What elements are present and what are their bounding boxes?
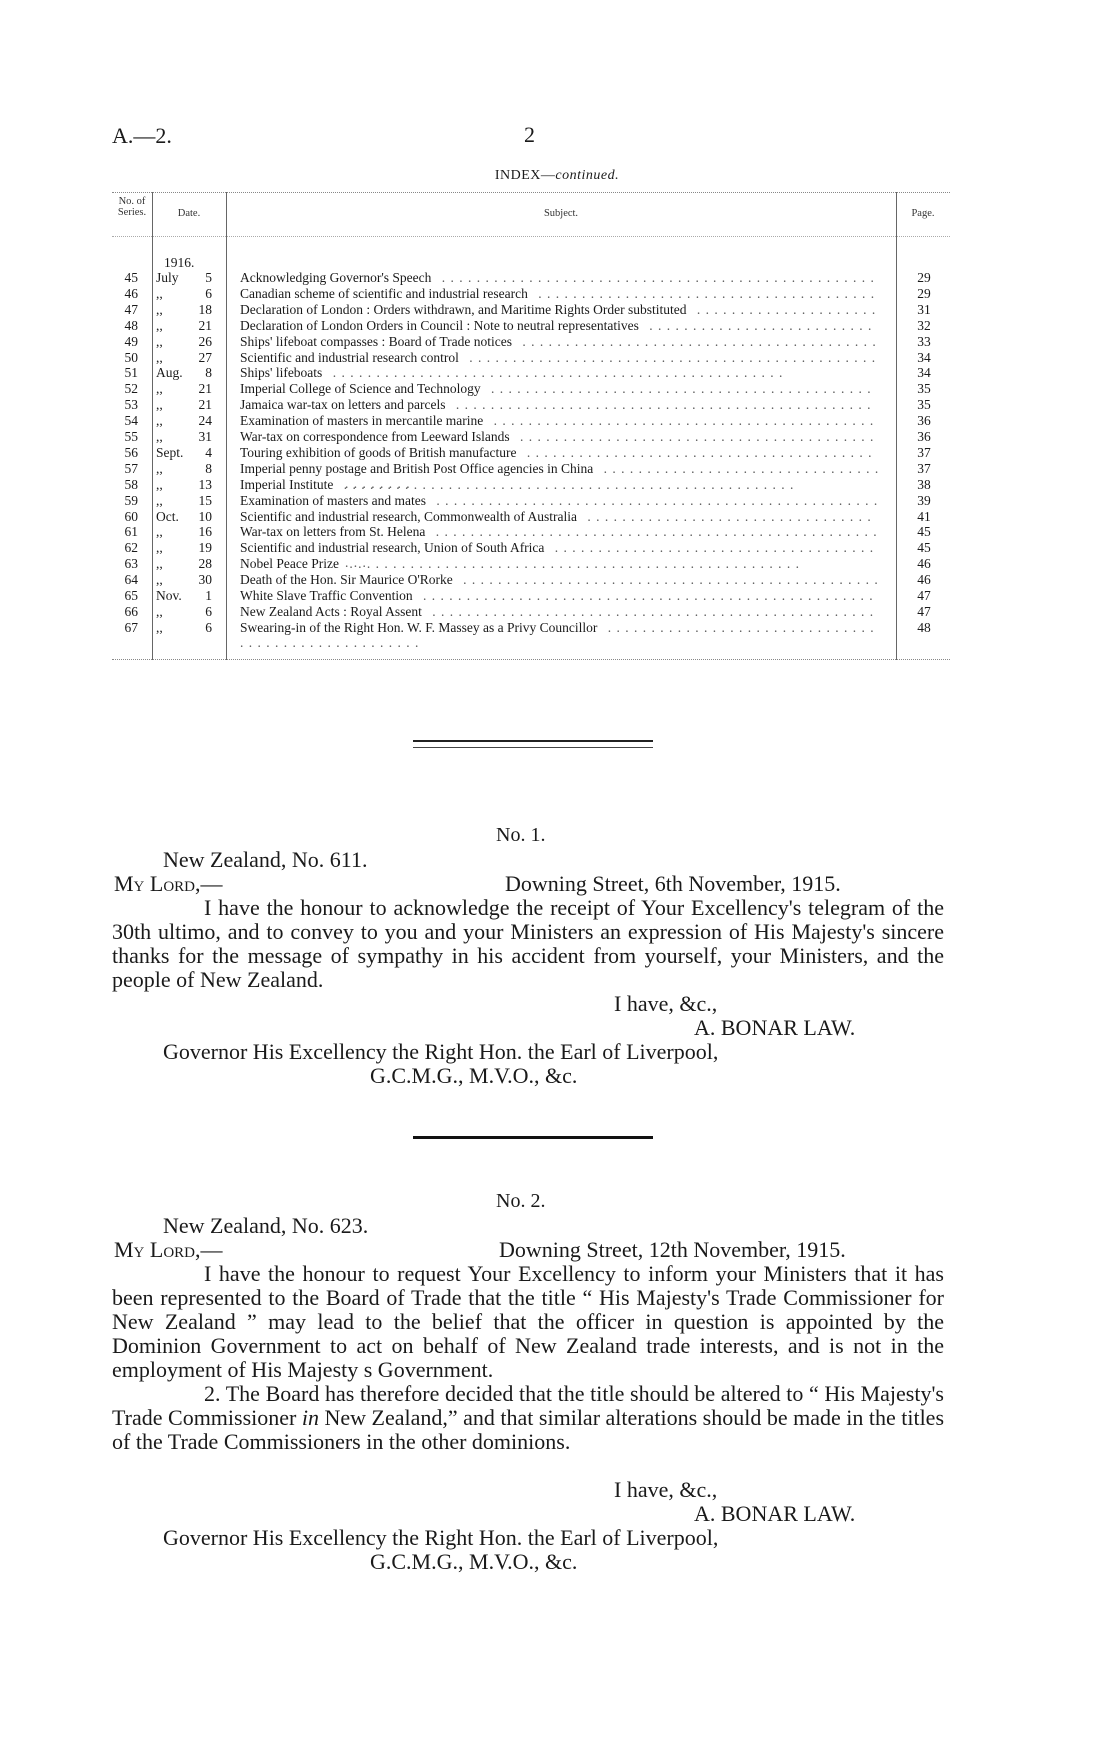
date-month: ,,	[156, 413, 163, 429]
subject-text: Acknowledging Governor's Speech	[240, 270, 437, 285]
date-day: 30	[198, 572, 212, 588]
letter-reference: New Zealand, No. 623.	[163, 1213, 369, 1238]
subject-text: Imperial penny postage and British Post Office agencies in China	[240, 461, 599, 476]
date-month: ,,	[156, 460, 163, 476]
series-number: 57	[124, 460, 138, 476]
date-day: 15	[198, 492, 212, 508]
date-month: Nov.	[156, 588, 182, 603]
page-ref: 38	[917, 476, 931, 492]
table-row	[112, 429, 950, 444]
series-number: 66	[124, 603, 138, 619]
date-month: ,,	[156, 301, 163, 317]
page-ref: 31	[917, 301, 931, 317]
series-number: 65	[124, 588, 138, 603]
series-number: 53	[124, 397, 138, 413]
letter-number: No. 1.	[496, 824, 546, 846]
date-day: 6	[205, 285, 212, 301]
date-day: 28	[198, 556, 212, 572]
section-divider	[413, 1136, 653, 1139]
date-month: ,,	[156, 603, 163, 619]
series-number: 49	[124, 333, 138, 349]
para2-part-a: 2. The Board has therefore decided that the title should be altered to “ His Majesty's Trade Commissioner	[112, 1381, 944, 1430]
date-day: 21	[198, 317, 212, 333]
index-year: 1916.	[164, 255, 195, 270]
date-month: ,,	[156, 619, 163, 635]
subject	[240, 556, 880, 571]
date-day: 1	[205, 588, 212, 603]
page-ref: 29	[917, 285, 931, 301]
date-day: 13	[198, 476, 212, 492]
subject-text: Scientific and industrial research control	[240, 350, 465, 365]
subject-text: Scientific and industrial research, Commonwealth of Australia	[240, 509, 583, 524]
subject-text: New Zealand Acts : Royal Assent	[240, 604, 428, 619]
page-ref: 29	[917, 270, 931, 285]
date-month: ,,	[156, 556, 163, 572]
date-day: 16	[198, 524, 212, 540]
section-divider	[413, 740, 653, 748]
series-number: 56	[124, 444, 138, 460]
letter-number: No. 2.	[496, 1190, 546, 1212]
date-day: 26	[198, 333, 212, 349]
page-ref: 47	[917, 603, 931, 619]
signature: A. BONAR LAW.	[694, 1015, 856, 1040]
closing: I have, &c.,	[614, 1477, 718, 1502]
table-row	[112, 572, 950, 587]
body-paragraph-2	[112, 1382, 944, 1454]
subject-text: Examination of masters in mercantile marine	[240, 413, 489, 428]
page-ref: 45	[917, 540, 931, 556]
date-month: Sept.	[156, 444, 184, 460]
subject-text: White Slave Traffic Convention	[240, 588, 419, 603]
table-row	[112, 286, 950, 301]
series-number: 55	[124, 429, 138, 444]
subject	[240, 620, 880, 650]
date-day: 24	[198, 413, 212, 429]
series-number: 45	[124, 270, 138, 285]
page-ref: 41	[917, 508, 931, 524]
date-month: ,,	[156, 349, 163, 365]
date-month: ,,	[156, 285, 163, 301]
table-row	[112, 588, 950, 603]
subject-text: Imperial Institute	[240, 477, 339, 492]
closing: I have, &c.,	[614, 991, 718, 1016]
addressee-line-1: Governor His Excellency the Right Hon. the Earl of Liverpool,	[163, 1039, 719, 1064]
series-number: 58	[124, 476, 138, 492]
date-month: ,,	[156, 524, 163, 540]
table-top-rule	[112, 192, 950, 193]
page-ref: 48	[917, 619, 931, 635]
letter-body	[112, 1262, 944, 1454]
page-ref: 36	[917, 413, 931, 429]
date-month: Oct.	[156, 508, 179, 524]
table-row	[112, 477, 950, 492]
date-day: 8	[205, 365, 212, 381]
date-month: July	[156, 270, 179, 285]
date-month: ,,	[156, 333, 163, 349]
col-header-subject: Subject.	[543, 208, 579, 219]
page-ref: 46	[917, 572, 931, 588]
addressee-line-1: Governor His Excellency the Right Hon. the Earl of Liverpool,	[163, 1525, 719, 1550]
date-day: 27	[198, 349, 212, 365]
addressee-line-2: G.C.M.G., M.V.O., &c.	[370, 1063, 578, 1088]
table-row	[112, 461, 950, 476]
salutation: My Lord,—	[114, 1237, 223, 1262]
subject-text: Touring exhibition of goods of British manufacture	[240, 445, 523, 460]
page-ref: 46	[917, 556, 931, 572]
date-month: ,,	[156, 540, 163, 556]
subject	[240, 588, 880, 603]
series-number: 64	[124, 572, 138, 588]
date-month: ,,	[156, 476, 163, 492]
date-day: 5	[205, 270, 212, 285]
index-title-main: INDEX—	[494, 168, 556, 183]
date-month: ,,	[156, 317, 163, 333]
date-day: 8	[205, 460, 212, 476]
subject-text: War-tax on correspondence from Leeward Islands	[240, 429, 516, 444]
date-month: ,,	[156, 492, 163, 508]
page-ref: 37	[917, 460, 931, 476]
series-number: 51	[124, 365, 138, 381]
table-row	[112, 620, 950, 635]
series-number: 46	[124, 285, 138, 301]
series-number: 48	[124, 317, 138, 333]
table-row	[112, 365, 950, 380]
subject-text: Declaration of London Orders in Council : Note to neutral representatives	[240, 318, 645, 333]
date-day: 21	[198, 397, 212, 413]
series-number: 62	[124, 540, 138, 556]
date-day: 21	[198, 381, 212, 397]
subject-text: Declaration of London : Orders withdrawn, and Maritime Rights Order substituted	[240, 302, 693, 317]
series-number: 50	[124, 349, 138, 365]
series-number: 67	[124, 619, 138, 635]
letter-reference: New Zealand, No. 611.	[163, 847, 368, 872]
subject-text: War-tax on letters from St. Helena	[240, 524, 431, 539]
table-row	[112, 556, 950, 571]
date-day: 6	[205, 619, 212, 635]
subject	[240, 365, 880, 380]
date-month: ,,	[156, 381, 163, 397]
page-ref: 39	[917, 492, 931, 508]
subject-text: Scientific and industrial research, Union of South Africa	[240, 540, 550, 555]
date-month: Aug.	[156, 365, 183, 381]
subject-text: Death of the Hon. Sir Maurice O'Rorke	[240, 572, 459, 587]
table-row	[112, 350, 950, 365]
table-row	[112, 493, 950, 508]
col-header-number: No. of Series.	[117, 196, 147, 218]
series-number: 54	[124, 413, 138, 429]
index-table	[112, 192, 950, 660]
page-ref: 34	[917, 365, 931, 381]
date-day: 4	[205, 444, 212, 460]
date-day: 19	[198, 540, 212, 556]
page-ref: 33	[917, 333, 931, 349]
date-month: ,,	[156, 429, 163, 444]
subject-text: Jamaica war-tax on letters and parcels	[240, 397, 452, 412]
table-row	[112, 334, 950, 349]
letter-body	[112, 896, 944, 992]
document-reference: A.—2.	[112, 123, 172, 148]
subject-text: Examination of masters and mates	[240, 493, 432, 508]
col-header-page: Page.	[911, 208, 935, 219]
table-row	[112, 381, 950, 396]
page-ref: 32	[917, 317, 931, 333]
table-header-rule	[112, 236, 950, 237]
table-row	[112, 270, 950, 285]
table-row	[112, 509, 950, 524]
page-ref: 35	[917, 381, 931, 397]
subject-text: Imperial College of Science and Technology	[240, 381, 487, 396]
place-date: Downing Street, 6th November, 1915.	[505, 871, 841, 896]
page-ref: 34	[917, 349, 931, 365]
para2-part-b: New Zealand,” and that similar alterations should be made in the titles of the Trade Commissioners in the other dominions.	[112, 1405, 945, 1454]
table-row	[112, 318, 950, 333]
table-row	[112, 604, 950, 619]
page-ref: 37	[917, 444, 931, 460]
subject	[240, 477, 880, 492]
subject-text: Nobel Peace Prize	[240, 556, 345, 571]
series-number: 60	[124, 508, 138, 524]
date-day: 31	[198, 429, 212, 444]
table-row	[112, 397, 950, 412]
addressee-line-2: G.C.M.G., M.V.O., &c.	[370, 1549, 578, 1574]
table-bottom-rule	[112, 659, 950, 660]
page-ref: 35	[917, 397, 931, 413]
table-row	[112, 445, 950, 460]
col-header-date: Date.	[177, 208, 201, 219]
body-paragraph: I have the honour to acknowledge the receipt of Your Excellency's telegram of the 30th ultimo, and to convey to you and your Ministers an expression of His Majesty's sincere thanks for the message of sympathy in his accident from yourself, your Ministers, and the people of New Zealand.	[112, 895, 944, 992]
date-month: ,,	[156, 397, 163, 413]
index-title-cont: continued.	[555, 168, 620, 183]
index-title	[0, 168, 1114, 184]
series-number: 59	[124, 492, 138, 508]
table-row	[112, 524, 950, 539]
date-day: 10	[198, 508, 212, 524]
page-ref: 45	[917, 524, 931, 540]
subject-text: Ships' lifeboats	[240, 365, 328, 380]
page-ref: 47	[917, 588, 931, 603]
date-day: 6	[205, 603, 212, 619]
subject-text: Swearing-in of the Right Hon. W. F. Massey as a Privy Councillor	[240, 620, 603, 635]
body-paragraph-1: I have the honour to request Your Excellency to inform your Ministers that it has been represented to the Board of Trade that the title “ His Majesty's Trade Commissioner for New Zealand ” may lead to the belief that the officer in question is appointed by the Dominion Government to act on behalf of New Zealand trade interests, and is not in the employment of His Majesty s Government.	[112, 1261, 944, 1382]
table-row	[112, 540, 950, 555]
series-number: 47	[124, 301, 138, 317]
subject-text: Canadian scheme of scientific and industrial research	[240, 286, 534, 301]
date-day: 18	[198, 301, 212, 317]
page-number: 2	[524, 122, 535, 147]
series-number: 63	[124, 556, 138, 572]
signature: A. BONAR LAW.	[694, 1501, 856, 1526]
place-date: Downing Street, 12th November, 1915.	[499, 1237, 846, 1262]
series-number: 61	[124, 524, 138, 540]
page-ref: 36	[917, 429, 931, 444]
subject-text: Ships' lifeboat compasses : Board of Trade notices	[240, 334, 518, 349]
table-row	[112, 413, 950, 428]
salutation: My Lord,—	[114, 871, 223, 896]
table-row	[112, 302, 950, 317]
para2-emphasis: in	[301, 1405, 319, 1430]
series-number: 52	[124, 381, 138, 397]
date-month: ,,	[156, 572, 163, 588]
